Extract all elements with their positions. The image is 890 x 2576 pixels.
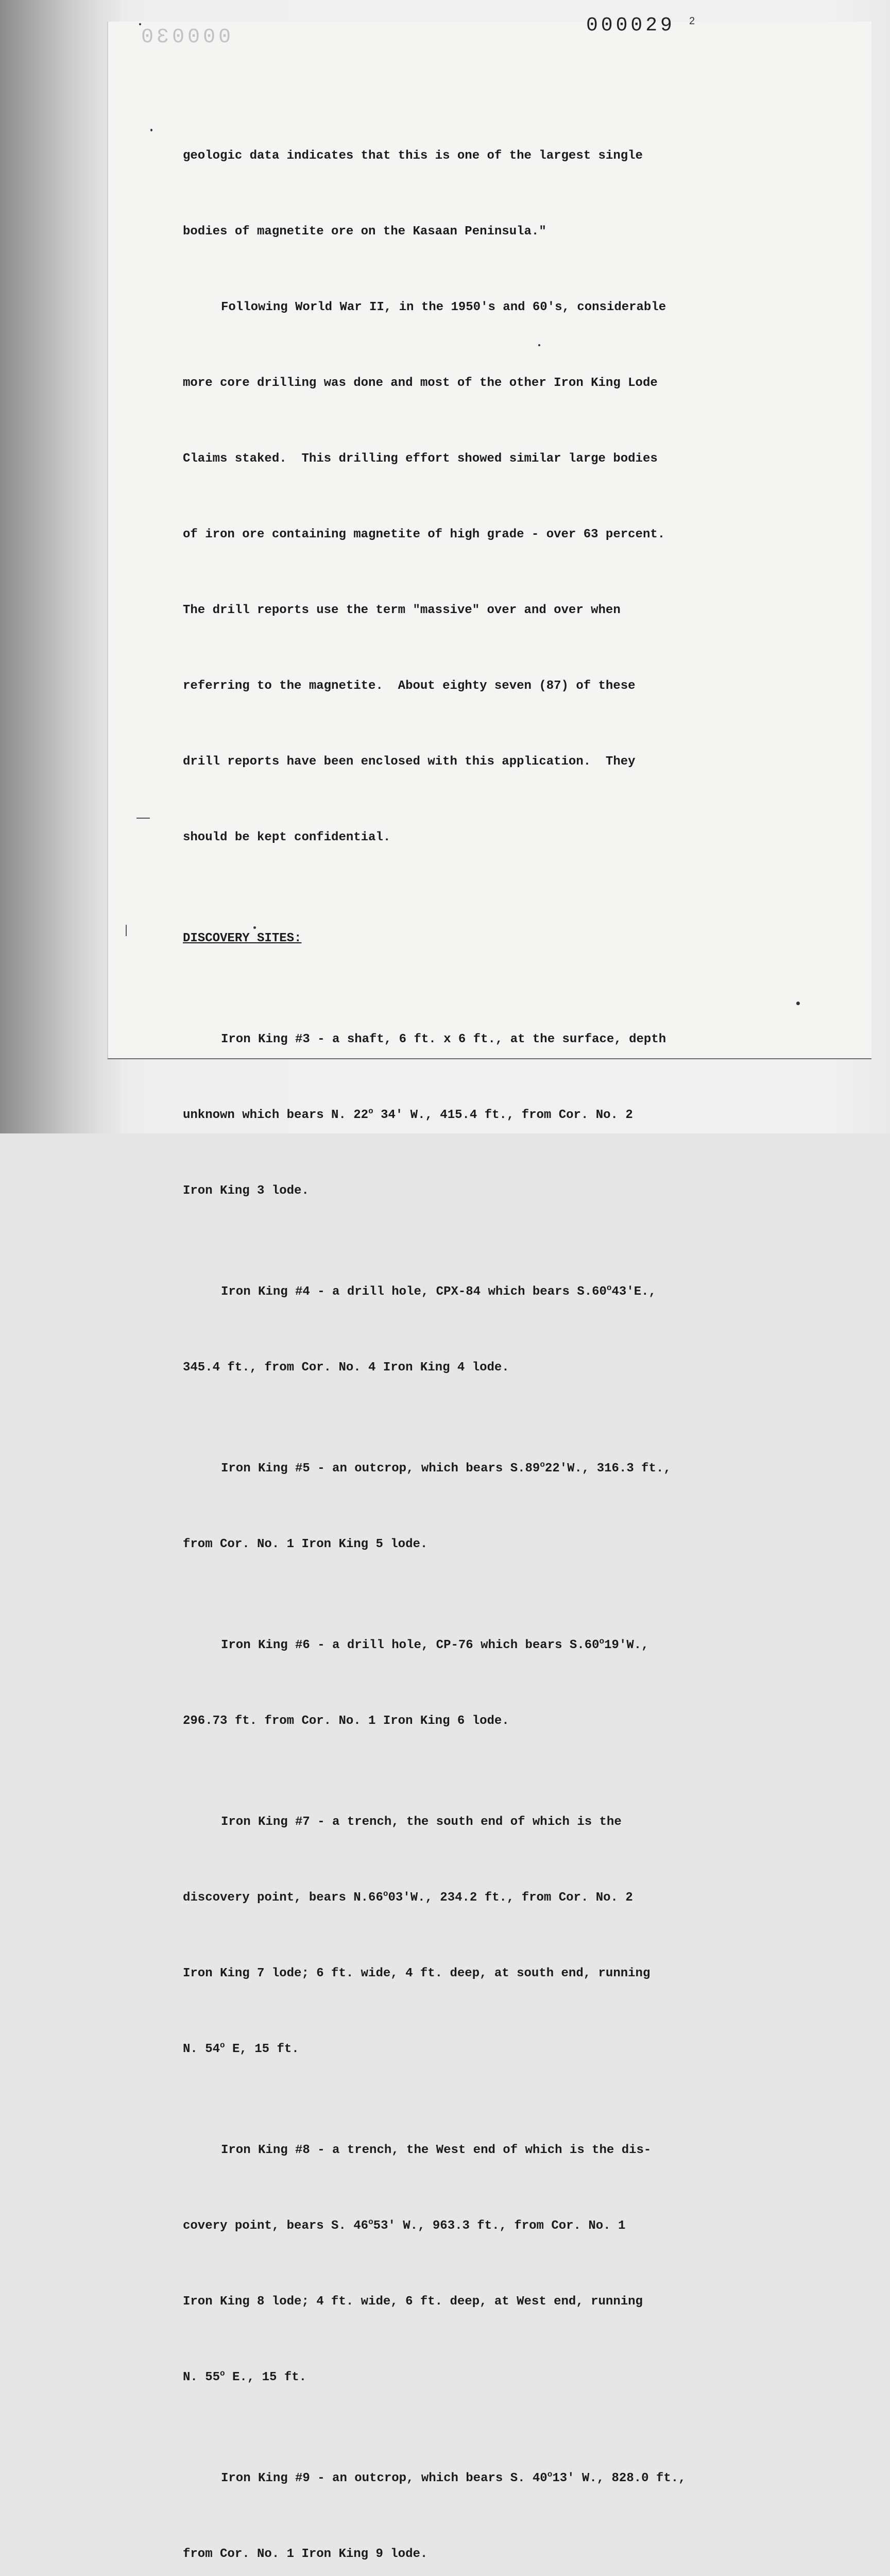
section-heading: DISCOVERY SITES:	[183, 931, 302, 945]
scan-speck	[150, 129, 152, 131]
text-line: N. 55$^o$ E., 15 ft.	[183, 2369, 307, 2384]
text-line: Iron King #3 - a shaft, 6 ft. x 6 ft., at the surface, depth	[221, 1032, 666, 1046]
scan-speck	[796, 1002, 800, 1005]
text-line: unknown which bears N. 22$^o$ 34' W., 415.4 ft., from Cor. No. 2	[183, 1107, 633, 1122]
text-line: of iron ore containing magnetite of high grade - over 63 percent.	[183, 528, 665, 541]
scan-speck	[139, 23, 141, 25]
text-line: The drill reports use the term "massive" over and over when	[183, 603, 621, 617]
text-line: bodies of magnetite ore on the Kasaan Peninsula."	[183, 225, 546, 239]
scan-mark	[126, 925, 127, 936]
scan-mark	[136, 818, 150, 819]
degree-mark: o	[220, 2041, 225, 2050]
text-line: drill reports have been enclosed with this application. They	[183, 755, 636, 769]
page-number: 2	[689, 15, 695, 27]
degree-mark: o	[220, 2369, 225, 2378]
degree-mark: o	[599, 1637, 605, 1646]
text-line: from Cor. No. 1 Iron King 5 lode.	[183, 1537, 428, 1551]
degree-mark: o	[540, 1460, 545, 1469]
text-line: Iron King 3 lode.	[183, 1184, 309, 1198]
text-line: discovery point, bears N.66$^o$03'W., 234.2 ft., from Cor. No. 2	[183, 1889, 633, 1905]
text-line: geologic data indicates that this is one of the largest single	[183, 149, 643, 163]
text-line: Iron King 7 lode; 6 ft. wide, 4 ft. deep, at south end, running	[183, 1967, 651, 1980]
text-line: Claims staked. This drilling effort showed similar large bodies	[183, 452, 658, 466]
text-line: Iron King #8 - a trench, the West end of which is the dis-	[221, 2143, 652, 2157]
bleed-through-number: 000030	[138, 26, 231, 49]
text-line: should be kept confidential.	[183, 831, 391, 844]
text-line: Iron King #5 - an outcrop, which bears S.89$^o$22'W., 316.3 ft.,	[221, 1460, 671, 1476]
text-line: referring to the magnetite. About eighty seven (87) of these	[183, 679, 636, 693]
text-line: Iron King 8 lode; 4 ft. wide, 6 ft. deep, at West end, running	[183, 2295, 643, 2309]
text-line: covery point, bears S. 46$^o$53' W., 963.3 ft., from Cor. No. 1	[183, 2217, 626, 2233]
text-line: Iron King #6 - a drill hole, CP-76 which bears S.60$^o$19'W.,	[221, 1637, 649, 1652]
degree-mark: o	[368, 1107, 373, 1116]
text-line: N. 54$^o$ E, 15 ft.	[183, 2041, 299, 2056]
bates-number: 000029	[586, 14, 675, 37]
text-line: Iron King #7 - a trench, the south end of which is the	[221, 1815, 622, 1829]
degree-mark: o	[606, 1283, 612, 1293]
text-line: from Cor. No. 1 Iron King 9 lode.	[183, 2547, 428, 2561]
text-line: Iron King #9 - an outcrop, which bears S. 40$^o$13' W., 828.0 ft.,	[221, 2470, 686, 2485]
degree-mark: o	[547, 2470, 553, 2479]
text-line: 296.73 ft. from Cor. No. 1 Iron King 6 lode.	[183, 1714, 509, 1728]
degree-mark: o	[368, 2217, 373, 2227]
text-line: 345.4 ft., from Cor. No. 4 Iron King 4 lode.	[183, 1361, 509, 1375]
text-line: Iron King #4 - a drill hole, CPX-84 which bears S.60$^o$43'E.,	[221, 1283, 656, 1299]
document-body	[183, 93, 718, 2576]
text-line: Following World War II, in the 1950's and 60's, considerable	[221, 300, 666, 314]
text-line: more core drilling was done and most of the other Iron King Lode	[183, 376, 658, 390]
degree-mark: o	[383, 1889, 388, 1899]
